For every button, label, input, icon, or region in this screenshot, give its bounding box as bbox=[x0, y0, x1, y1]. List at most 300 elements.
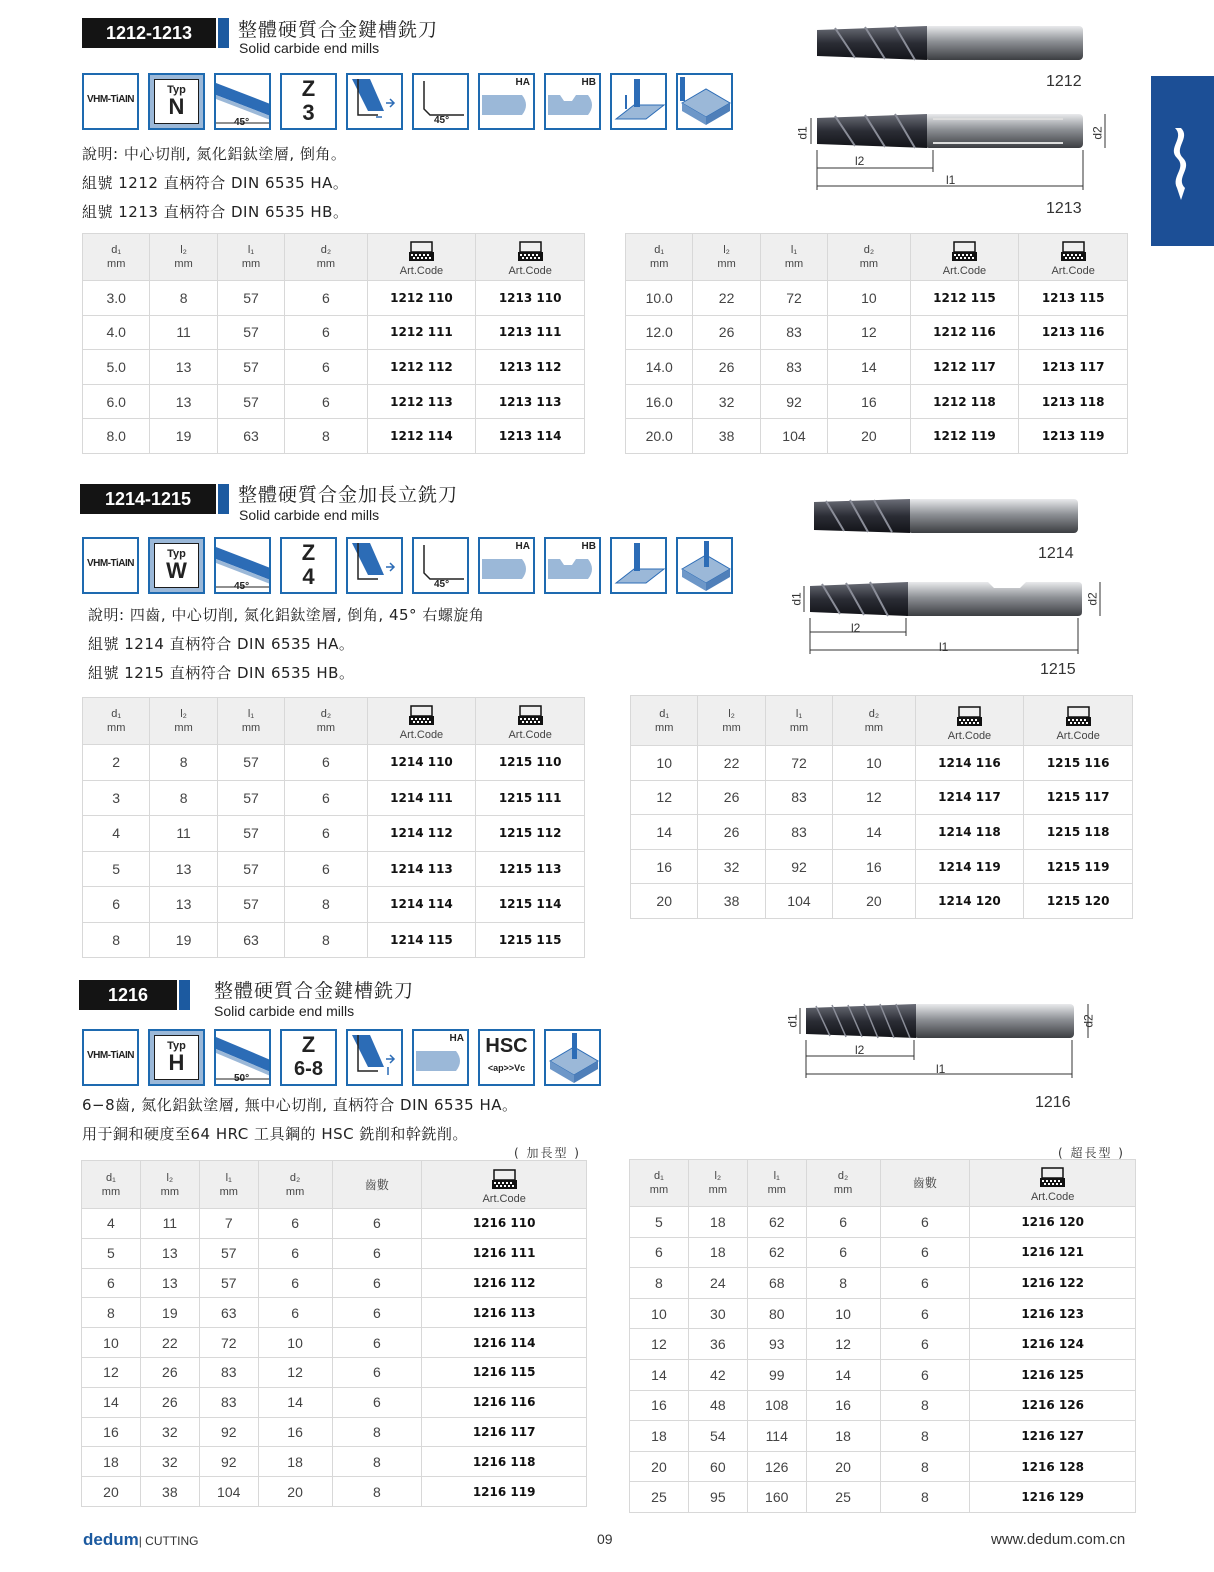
table-cell: 19 bbox=[150, 922, 217, 958]
table-row bbox=[82, 1328, 587, 1358]
table-cell: 10 bbox=[828, 281, 910, 316]
table-cell: 6 bbox=[332, 1268, 422, 1298]
table-cell: 63 bbox=[217, 419, 284, 454]
art-code-cell: 1216 119 bbox=[422, 1477, 587, 1507]
art-code-cell: 1214 117 bbox=[915, 780, 1024, 815]
section-notes: 說明: 四齒, 中心切削, 氮化鋁鈦塗層, 倒角, 45° 右螺旋角 組號 1214 直柄符合 DIN 6535 HA。 組號 1215 直柄符合 DIN 6535 HB。 bbox=[88, 606, 485, 682]
art-code-cell: 1213 112 bbox=[476, 350, 585, 385]
art-code-cell: 1213 114 bbox=[476, 419, 585, 454]
table-cell: 92 bbox=[760, 384, 827, 419]
table-cell: 10 bbox=[631, 746, 698, 781]
art-code-cell: 1212 113 bbox=[367, 384, 476, 419]
plunge-icon bbox=[610, 537, 667, 594]
table-cell: 57 bbox=[217, 281, 284, 316]
table-row bbox=[83, 384, 585, 419]
art-code-cell: 1215 110 bbox=[476, 745, 585, 781]
column-header: d₂ mm bbox=[806, 1160, 880, 1207]
table-cell: 16.0 bbox=[626, 384, 693, 419]
table-row bbox=[626, 350, 1128, 385]
table-cell: 16 bbox=[828, 384, 910, 419]
variant-label: ( 加長型 ) bbox=[514, 1146, 581, 1160]
table-cell: 104 bbox=[199, 1477, 258, 1507]
column-header: d₂ mm bbox=[285, 698, 367, 745]
column-header: Art.Code bbox=[422, 1161, 587, 1209]
column-header: d₂ mm bbox=[828, 234, 910, 281]
section-title-zh: 整體硬質合金加長立銑刀 bbox=[238, 484, 459, 506]
table-cell: 3 bbox=[83, 780, 150, 816]
pocket-icon bbox=[676, 73, 733, 130]
section-code: 1216 bbox=[79, 980, 177, 1010]
table-cell: 12 bbox=[833, 780, 915, 815]
table-cell: 99 bbox=[747, 1359, 806, 1390]
machine-icon bbox=[957, 706, 982, 727]
feature-icons bbox=[82, 537, 733, 594]
machine-icon bbox=[492, 1169, 517, 1190]
art-code-cell: 1216 128 bbox=[970, 1451, 1136, 1482]
table-cell: 5 bbox=[82, 1238, 141, 1268]
table-cell: 22 bbox=[698, 746, 765, 781]
table-cell: 42 bbox=[688, 1359, 747, 1390]
table-row bbox=[83, 315, 585, 350]
table-cell: 8 bbox=[150, 780, 217, 816]
table-cell: 57 bbox=[217, 816, 284, 852]
column-header: d₁ mm bbox=[630, 1160, 689, 1207]
table-cell: 16 bbox=[806, 1390, 880, 1421]
table-cell: 30 bbox=[688, 1298, 747, 1329]
table-row bbox=[630, 1329, 1136, 1360]
shank-ha-icon: HA bbox=[478, 73, 535, 130]
machine-icon bbox=[518, 705, 543, 726]
table-cell: 13 bbox=[150, 887, 217, 923]
table-cell: 4 bbox=[82, 1209, 141, 1239]
table-cell: 4 bbox=[83, 816, 150, 852]
table-cell: 57 bbox=[217, 384, 284, 419]
art-code-cell: 1214 119 bbox=[915, 849, 1024, 884]
column-header: Art.Code bbox=[367, 234, 476, 281]
table-cell: 14 bbox=[806, 1359, 880, 1390]
table-cell: 13 bbox=[140, 1268, 199, 1298]
dim-l2: l2 bbox=[855, 154, 865, 168]
table-cell: 14 bbox=[630, 1359, 689, 1390]
no-center-cut-icon bbox=[346, 1029, 403, 1086]
art-code-cell: 1212 117 bbox=[910, 350, 1019, 385]
coating-icon: VHM-TiAIN bbox=[82, 537, 139, 594]
table-cell: 6 bbox=[258, 1268, 332, 1298]
art-code-cell: 1213 116 bbox=[1019, 315, 1128, 350]
table-cell: 12 bbox=[258, 1357, 332, 1387]
chamfer-icon: 45° bbox=[412, 73, 469, 130]
table-cell: 22 bbox=[693, 281, 760, 316]
table-cell: 104 bbox=[765, 884, 832, 919]
column-header: Art.Code bbox=[1024, 696, 1133, 746]
table-cell: 38 bbox=[693, 419, 760, 454]
table-cell: 7 bbox=[199, 1209, 258, 1239]
table-cell: 12 bbox=[82, 1357, 141, 1387]
table-cell: 83 bbox=[765, 815, 832, 850]
machine-icon bbox=[952, 241, 977, 262]
section-code: 1212-1213 bbox=[82, 18, 216, 48]
art-code-cell: 1213 115 bbox=[1019, 281, 1128, 316]
table-row bbox=[630, 1298, 1136, 1329]
table-cell: 16 bbox=[631, 849, 698, 884]
column-header: d₁ mm bbox=[82, 1161, 141, 1209]
table-cell: 18 bbox=[82, 1447, 141, 1477]
table-cell: 13 bbox=[150, 350, 217, 385]
art-code-cell: 1214 114 bbox=[367, 887, 476, 923]
table-cell: 14 bbox=[258, 1387, 332, 1417]
table-cell: 6 bbox=[630, 1237, 689, 1268]
art-code-cell: 1216 126 bbox=[970, 1390, 1136, 1421]
table-cell: 12 bbox=[806, 1329, 880, 1360]
table-cell: 16 bbox=[630, 1390, 689, 1421]
table-row bbox=[630, 1482, 1136, 1513]
section-title-en: Solid carbide end mills bbox=[239, 40, 380, 56]
table-cell: 14 bbox=[833, 815, 915, 850]
table-cell: 6 bbox=[285, 315, 367, 350]
table-cell: 95 bbox=[688, 1482, 747, 1513]
machine-icon bbox=[518, 241, 543, 262]
art-code-cell: 1216 118 bbox=[422, 1447, 587, 1477]
machine-icon bbox=[1066, 706, 1091, 727]
art-code-cell: 1214 112 bbox=[367, 816, 476, 852]
table-cell: 38 bbox=[698, 884, 765, 919]
art-code-cell: 1215 114 bbox=[476, 887, 585, 923]
table-cell: 8 bbox=[332, 1477, 422, 1507]
table-cell: 14 bbox=[828, 350, 910, 385]
tool-drawing-1215 bbox=[788, 578, 1113, 658]
table-cell: 8 bbox=[82, 1298, 141, 1328]
table-cell: 26 bbox=[140, 1357, 199, 1387]
table-cell: 57 bbox=[217, 780, 284, 816]
feature-icons bbox=[82, 73, 733, 130]
table-cell: 54 bbox=[688, 1421, 747, 1452]
table-cell: 48 bbox=[688, 1390, 747, 1421]
table-row bbox=[83, 922, 585, 958]
table-row bbox=[630, 1207, 1136, 1238]
table-cell: 8 bbox=[880, 1421, 970, 1452]
column-header: d₁ mm bbox=[83, 698, 150, 745]
table-cell: 83 bbox=[199, 1387, 258, 1417]
table-row bbox=[83, 281, 585, 316]
table-cell: 6 bbox=[332, 1357, 422, 1387]
column-header: l₁ mm bbox=[217, 698, 284, 745]
art-code-cell: 1213 118 bbox=[1019, 384, 1128, 419]
column-header: Art.Code bbox=[915, 696, 1024, 746]
column-header: Art.Code bbox=[910, 234, 1019, 281]
table-cell: 57 bbox=[217, 887, 284, 923]
column-header: d₂ mm bbox=[258, 1161, 332, 1209]
shank-ha-icon: HA bbox=[478, 537, 535, 594]
art-code-cell: 1213 113 bbox=[476, 384, 585, 419]
table-row bbox=[631, 815, 1133, 850]
column-header: l₂ mm bbox=[698, 696, 765, 746]
table-cell: 20 bbox=[806, 1451, 880, 1482]
art-code-cell: 1215 118 bbox=[1024, 815, 1133, 850]
table-cell: 11 bbox=[150, 315, 217, 350]
table-cell: 19 bbox=[150, 419, 217, 454]
table-cell: 10 bbox=[258, 1328, 332, 1358]
spec-table bbox=[630, 695, 1133, 919]
table-cell: 6 bbox=[332, 1387, 422, 1417]
table-cell: 6 bbox=[258, 1298, 332, 1328]
table-cell: 92 bbox=[199, 1417, 258, 1447]
table-cell: 83 bbox=[765, 780, 832, 815]
table-row bbox=[631, 746, 1133, 781]
table-cell: 26 bbox=[140, 1387, 199, 1417]
table-cell: 12 bbox=[630, 1329, 689, 1360]
column-header: Art.Code bbox=[970, 1160, 1136, 1207]
table-cell: 20 bbox=[631, 884, 698, 919]
dim-l2: l2 bbox=[851, 621, 861, 635]
table-cell: 18 bbox=[688, 1237, 747, 1268]
table-cell: 57 bbox=[217, 745, 284, 781]
table-cell: 63 bbox=[199, 1298, 258, 1328]
table-row bbox=[83, 745, 585, 781]
art-code-cell: 1214 115 bbox=[367, 922, 476, 958]
art-code-cell: 1216 125 bbox=[970, 1359, 1136, 1390]
table-row bbox=[82, 1387, 587, 1417]
table-cell: 6 bbox=[285, 780, 367, 816]
hsc-icon: HSC <ap>>Vc bbox=[478, 1029, 535, 1086]
spec-table bbox=[82, 697, 585, 958]
table-cell: 10 bbox=[630, 1298, 689, 1329]
table-cell: 20 bbox=[82, 1477, 141, 1507]
art-code-cell: 1216 116 bbox=[422, 1387, 587, 1417]
table-cell: 12.0 bbox=[626, 315, 693, 350]
column-header: d₁ mm bbox=[631, 696, 698, 746]
tool-label: 1212 bbox=[1046, 73, 1082, 90]
art-code-cell: 1216 110 bbox=[422, 1209, 587, 1239]
table-cell: 57 bbox=[199, 1238, 258, 1268]
column-header: l₁ mm bbox=[217, 234, 284, 281]
column-header: l₁ mm bbox=[760, 234, 827, 281]
tool-image-1214 bbox=[812, 496, 1082, 536]
dim-d1: d1 bbox=[789, 592, 804, 606]
art-code-cell: 1212 115 bbox=[910, 281, 1019, 316]
column-header: l₂ mm bbox=[140, 1161, 199, 1209]
tool-drawing-1216 bbox=[784, 998, 1114, 1082]
chamfer-icon: 45° bbox=[412, 537, 469, 594]
table-cell: 6 bbox=[285, 745, 367, 781]
table-cell: 126 bbox=[747, 1451, 806, 1482]
table-cell: 32 bbox=[698, 849, 765, 884]
machine-icon bbox=[409, 241, 434, 262]
table-row bbox=[630, 1390, 1136, 1421]
table-cell: 22 bbox=[140, 1328, 199, 1358]
table-cell: 160 bbox=[747, 1482, 806, 1513]
table-row bbox=[82, 1268, 587, 1298]
table-cell: 10 bbox=[806, 1298, 880, 1329]
art-code-cell: 1216 120 bbox=[970, 1207, 1136, 1238]
art-code-cell: 1216 127 bbox=[970, 1421, 1136, 1452]
table-cell: 14.0 bbox=[626, 350, 693, 385]
table-cell: 114 bbox=[747, 1421, 806, 1452]
table-cell: 38 bbox=[140, 1477, 199, 1507]
dim-d2: d2 bbox=[1085, 592, 1100, 606]
table-cell: 19 bbox=[140, 1298, 199, 1328]
table-row bbox=[83, 350, 585, 385]
table-row bbox=[82, 1477, 587, 1507]
table-row bbox=[82, 1298, 587, 1328]
variant-label: ( 超長型 ) bbox=[1058, 1146, 1125, 1160]
column-header: Art.Code bbox=[476, 234, 585, 281]
table-cell: 6 bbox=[285, 851, 367, 887]
table-cell: 2 bbox=[83, 745, 150, 781]
dim-l2: l2 bbox=[855, 1043, 865, 1057]
machine-icon bbox=[409, 705, 434, 726]
helix-icon: 45° bbox=[214, 537, 271, 594]
table-cell: 6 bbox=[82, 1268, 141, 1298]
table-cell: 6 bbox=[332, 1238, 422, 1268]
table-cell: 14 bbox=[631, 815, 698, 850]
table-cell: 18 bbox=[630, 1421, 689, 1452]
table-cell: 8 bbox=[83, 922, 150, 958]
tool-image-1212 bbox=[815, 22, 1085, 64]
machine-icon bbox=[1040, 1167, 1065, 1188]
table-cell: 20 bbox=[630, 1451, 689, 1482]
table-cell: 6.0 bbox=[83, 384, 150, 419]
table-cell: 8 bbox=[332, 1417, 422, 1447]
table-cell: 20 bbox=[258, 1477, 332, 1507]
column-header: l₂ mm bbox=[150, 698, 217, 745]
column-header: Art.Code bbox=[1019, 234, 1128, 281]
art-code-cell: 1213 110 bbox=[476, 281, 585, 316]
table-cell: 11 bbox=[150, 816, 217, 852]
table-row bbox=[630, 1359, 1136, 1390]
art-code-cell: 1212 119 bbox=[910, 419, 1019, 454]
section-title-zh: 整體硬質合金鍵槽銑刀 bbox=[238, 19, 439, 41]
art-code-cell: 1216 121 bbox=[970, 1237, 1136, 1268]
art-code-cell: 1214 120 bbox=[915, 884, 1024, 919]
table-cell: 6 bbox=[285, 281, 367, 316]
table-cell: 63 bbox=[217, 922, 284, 958]
art-code-cell: 1213 119 bbox=[1019, 419, 1128, 454]
spec-table bbox=[625, 233, 1128, 454]
tool-label: 1215 bbox=[1040, 661, 1076, 678]
table-cell: 6 bbox=[332, 1328, 422, 1358]
table-row bbox=[626, 419, 1128, 454]
table-row bbox=[630, 1237, 1136, 1268]
column-header: l₁ mm bbox=[765, 696, 832, 746]
column-header: Art.Code bbox=[367, 698, 476, 745]
table-cell: 72 bbox=[760, 281, 827, 316]
table-row bbox=[82, 1238, 587, 1268]
section-code: 1214-1215 bbox=[80, 484, 216, 514]
art-code-cell: 1216 112 bbox=[422, 1268, 587, 1298]
table-cell: 6 bbox=[880, 1207, 970, 1238]
table-cell: 62 bbox=[747, 1237, 806, 1268]
table-cell: 62 bbox=[747, 1207, 806, 1238]
table-cell: 20 bbox=[833, 884, 915, 919]
table-cell: 8 bbox=[880, 1482, 970, 1513]
table-cell: 5 bbox=[630, 1207, 689, 1238]
section-notes: 6−8齒, 氮化鋁鈦塗層, 無中心切削, 直柄符合 DIN 6535 HA。 用于銅和硬度至64 HRC 工具鋼的 HSC 銑削和幹銑削。 bbox=[82, 1096, 518, 1143]
table-cell: 32 bbox=[140, 1447, 199, 1477]
section-title-en: Solid carbide end mills bbox=[239, 507, 380, 523]
dim-l1: l1 bbox=[939, 640, 949, 654]
section-title-en: Solid carbide end mills bbox=[214, 1003, 355, 1019]
art-code-cell: 1215 117 bbox=[1024, 780, 1133, 815]
table-cell: 57 bbox=[199, 1268, 258, 1298]
art-code-cell: 1214 113 bbox=[367, 851, 476, 887]
art-code-cell: 1215 113 bbox=[476, 851, 585, 887]
tool-label: 1213 bbox=[1046, 200, 1082, 217]
art-code-cell: 1212 110 bbox=[367, 281, 476, 316]
art-code-cell: 1216 123 bbox=[970, 1298, 1136, 1329]
art-code-cell: 1215 111 bbox=[476, 780, 585, 816]
tool-label: 1214 bbox=[1038, 545, 1074, 562]
table-cell: 6 bbox=[880, 1359, 970, 1390]
table-cell: 18 bbox=[688, 1207, 747, 1238]
table-cell: 16 bbox=[258, 1417, 332, 1447]
flutes-icon: Z 3 bbox=[280, 73, 337, 130]
table-cell: 6 bbox=[83, 887, 150, 923]
table-row bbox=[82, 1447, 587, 1477]
art-code-cell: 1214 110 bbox=[367, 745, 476, 781]
table-cell: 20 bbox=[828, 419, 910, 454]
table-cell: 57 bbox=[217, 315, 284, 350]
table-cell: 13 bbox=[140, 1238, 199, 1268]
table-cell: 60 bbox=[688, 1451, 747, 1482]
table-cell: 8 bbox=[806, 1268, 880, 1299]
table-cell: 26 bbox=[693, 315, 760, 350]
table-cell: 68 bbox=[747, 1268, 806, 1299]
art-code-cell: 1213 117 bbox=[1019, 350, 1128, 385]
feature-icons bbox=[82, 1029, 601, 1086]
art-code-cell: 1216 113 bbox=[422, 1298, 587, 1328]
dim-d2: d2 bbox=[1090, 126, 1105, 140]
spec-table bbox=[82, 233, 585, 454]
table-row bbox=[82, 1357, 587, 1387]
pocket-icon bbox=[676, 537, 733, 594]
table-cell: 104 bbox=[760, 419, 827, 454]
table-cell: 6 bbox=[880, 1268, 970, 1299]
table-cell: 93 bbox=[747, 1329, 806, 1360]
table-cell: 83 bbox=[760, 350, 827, 385]
table-row bbox=[626, 384, 1128, 419]
column-header: d₁ mm bbox=[626, 234, 693, 281]
table-cell: 24 bbox=[688, 1268, 747, 1299]
page-number: 09 bbox=[597, 1531, 613, 1547]
table-cell: 11 bbox=[140, 1209, 199, 1239]
table-cell: 5.0 bbox=[83, 350, 150, 385]
center-cut-icon bbox=[346, 537, 403, 594]
type-icon: Typ N bbox=[148, 73, 205, 130]
art-code-cell: 1212 116 bbox=[910, 315, 1019, 350]
table-row bbox=[630, 1451, 1136, 1482]
table-cell: 6 bbox=[880, 1298, 970, 1329]
tool-label: 1216 bbox=[1035, 1094, 1071, 1111]
table-cell: 36 bbox=[688, 1329, 747, 1360]
art-code-cell: 1216 111 bbox=[422, 1238, 587, 1268]
column-header: d₂ mm bbox=[285, 234, 367, 281]
table-cell: 32 bbox=[140, 1417, 199, 1447]
footer-brand: dedum| CUTTING bbox=[83, 1530, 199, 1549]
table-row bbox=[83, 816, 585, 852]
table-cell: 80 bbox=[747, 1298, 806, 1329]
type-icon: Typ H bbox=[148, 1029, 205, 1086]
table-cell: 8 bbox=[880, 1390, 970, 1421]
table-cell: 16 bbox=[82, 1417, 141, 1447]
table-cell: 12 bbox=[828, 315, 910, 350]
footer-url[interactable]: www.dedum.com.cn bbox=[991, 1531, 1126, 1548]
spec-table bbox=[629, 1159, 1136, 1513]
dim-d1: d1 bbox=[795, 126, 810, 140]
table-cell: 8.0 bbox=[83, 419, 150, 454]
table-cell: 6 bbox=[285, 384, 367, 419]
table-cell: 83 bbox=[760, 315, 827, 350]
art-code-cell: 1215 115 bbox=[476, 922, 585, 958]
